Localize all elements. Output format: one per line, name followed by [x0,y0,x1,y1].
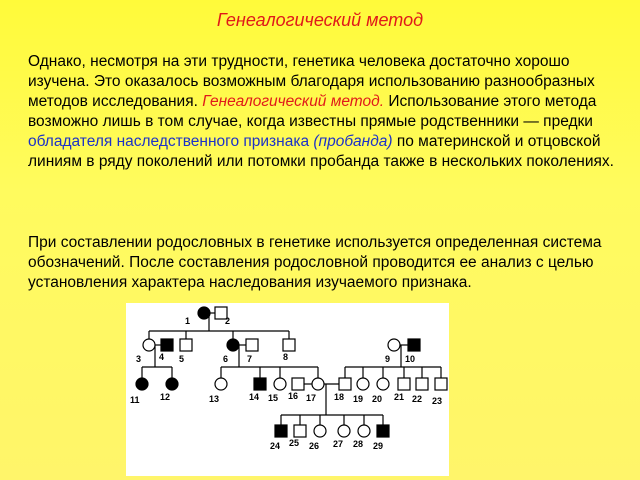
male-affected-symbol-29 [377,425,389,437]
male-symbol-8 [283,339,295,351]
male-symbol-23 [435,378,447,390]
female-symbol-17 [312,378,324,390]
male-symbol-21 [398,378,410,390]
male-affected-symbol-24 [275,425,287,437]
intro-paragraph [28,52,626,172]
individual-label-6: 6 [223,354,229,364]
female-symbol-28 [358,425,370,437]
male-symbol-7 [246,339,258,351]
individual-label-27: 27 [333,439,344,449]
male-symbol-22 [416,378,428,390]
individual-label-24: 24 [270,441,281,451]
female-affected-symbol-1 [198,307,210,319]
female-affected-symbol-12 [166,378,178,390]
individual-label-12: 12 [160,392,171,402]
female-symbol-15 [274,378,286,390]
female-symbol-13 [215,378,227,390]
individual-label-17: 17 [306,393,317,403]
individual-label-5: 5 [179,354,185,364]
female-symbol-3 [143,339,155,351]
individual-label-20: 20 [372,394,383,404]
female-symbol-19 [357,378,369,390]
individual-label-14: 14 [249,392,260,402]
notation-paragraph: При составлении родословных в генетике используется определенная система обозначений. После составления родословной проводится ее анализ с целью установления характера наследования изучаемого признака. [28,234,602,291]
individual-label-29: 29 [373,441,384,451]
individual-label-16: 16 [288,391,299,401]
female-affected-symbol-6 [227,339,239,351]
individual-label-15: 15 [268,393,279,403]
page-title: Генеалогический метод [216,10,424,30]
individual-label-8: 8 [283,352,289,362]
individual-label-9: 9 [385,354,391,364]
female-symbol-27 [338,425,350,437]
male-symbol-16 [292,378,304,390]
individual-label-28: 28 [353,439,364,449]
individual-label-22: 22 [412,394,423,404]
individual-label-7: 7 [247,354,253,364]
intro-text-2: Использование этого метода возможно лишь в том случае, когда известны прямые родственники — предки [28,93,597,130]
female-affected-symbol-11 [136,378,148,390]
individual-label-19: 19 [353,394,364,404]
male-affected-symbol-10 [408,339,420,351]
individual-label-26: 26 [309,441,320,451]
individual-label-11: 11 [130,395,140,405]
individual-label-21: 21 [394,392,405,402]
male-affected-symbol-14 [254,378,266,390]
intro-text-1: Однако, несмотря на эти трудности, генетика человека достаточно хорошо изучена. Это оказалось возможным благодаря использованию разнообразных методов исследования. [28,53,595,110]
pedigree-chart [126,303,449,476]
male-affected-symbol-4 [161,339,173,351]
individual-label-4: 4 [159,352,165,362]
proband-term: (пробанда) [313,133,393,150]
individual-label-3: 3 [136,354,142,364]
male-symbol-5 [180,339,192,351]
female-symbol-9 [388,339,400,351]
carrier-term: обладателя наследственного признака [28,133,310,150]
pedigree-svg [126,303,449,476]
method-name: Генеалогический метод. [202,93,385,110]
female-symbol-20 [377,378,389,390]
individual-label-10: 10 [405,354,416,364]
male-symbol-25 [294,425,306,437]
intro-text-3: по материнской и отцовской линиям в ряду поколений или потомки пробанда также в нескольких поколениях. [28,133,614,170]
individual-label-23: 23 [432,396,443,406]
individual-label-1: 1 [185,316,191,326]
individual-label-13: 13 [209,394,220,404]
individual-label-2: 2 [225,316,231,326]
male-symbol-18 [339,378,351,390]
female-symbol-26 [314,425,326,437]
individual-label-25: 25 [289,438,300,448]
individual-label-18: 18 [334,392,345,402]
